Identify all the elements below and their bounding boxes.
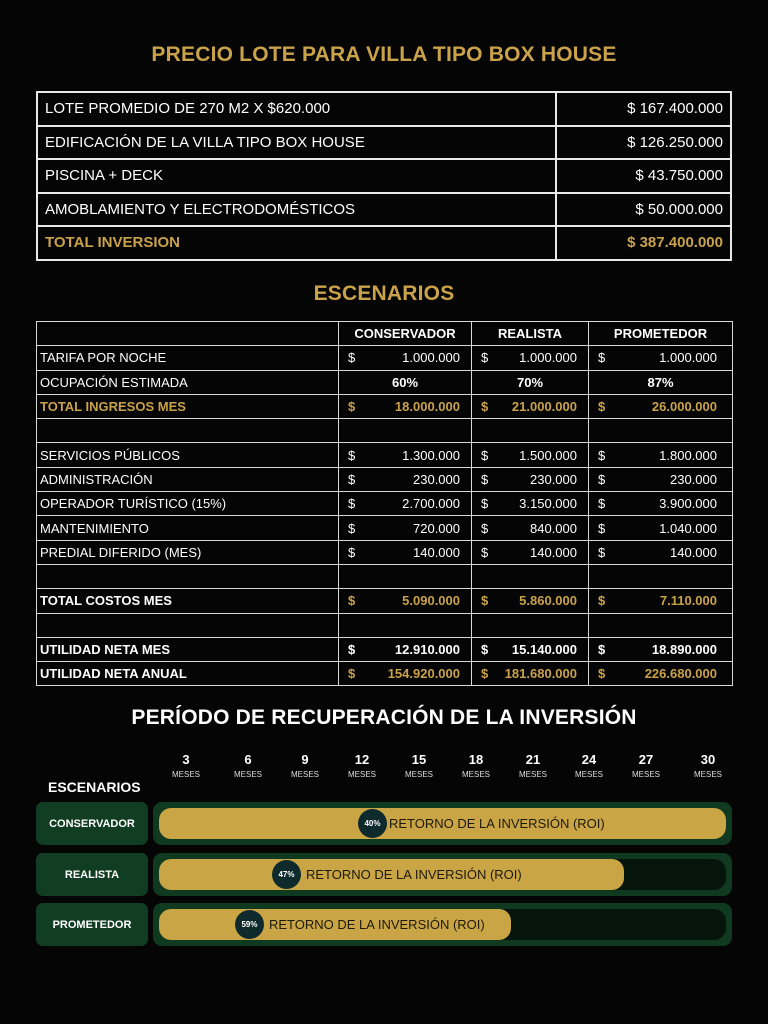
tick-number: 27 xyxy=(638,752,654,767)
tick-unit: MESES xyxy=(233,770,262,779)
timeline-tick xyxy=(683,752,733,779)
row-label: AMOBLAMIENTO Y ELECTRODOMÉSTICOS xyxy=(37,193,556,227)
table-row xyxy=(37,346,733,370)
row-label: LOTE PROMEDIO DE 270 M2 X $620.000 xyxy=(37,92,556,126)
currency-symbol: $ xyxy=(598,544,606,560)
table-row xyxy=(37,126,731,160)
currency-symbol: $ xyxy=(598,520,606,536)
amount: 1.800.000 xyxy=(659,447,717,463)
amount: 230.000 xyxy=(670,471,717,487)
roi-percent-badge: 59% xyxy=(235,910,264,939)
tick-unit: MESES xyxy=(631,770,660,779)
value-cell: 60% xyxy=(339,370,472,394)
amount: 840.000 xyxy=(530,520,577,536)
currency-value xyxy=(475,472,585,487)
value-cell: 70% xyxy=(472,370,589,394)
currency-value xyxy=(342,496,468,511)
currency-value xyxy=(475,666,585,681)
row-label: UTILIDAD NETA ANUAL xyxy=(37,662,339,686)
currency-symbol: $ xyxy=(348,350,356,366)
table-row xyxy=(37,589,733,613)
value-cell xyxy=(339,467,472,491)
tick-number: 21 xyxy=(525,752,541,767)
value-cell xyxy=(339,394,472,418)
row-value: $ 126.250.000 xyxy=(556,126,731,160)
scenario-label-conservador: CONSERVADOR xyxy=(36,802,148,845)
header-realista: REALISTA xyxy=(472,322,589,346)
scenarios-table xyxy=(36,321,733,686)
currency-value xyxy=(342,350,468,365)
currency-value xyxy=(592,666,729,681)
row-label: TOTAL COSTOS MES xyxy=(37,589,339,613)
currency-value xyxy=(342,642,468,657)
currency-symbol: $ xyxy=(481,666,489,682)
table-row xyxy=(37,492,733,516)
amount: 3.900.000 xyxy=(659,496,717,512)
row-label: EDIFICACIÓN DE LA VILLA TIPO BOX HOUSE xyxy=(37,126,556,160)
tick-number: 9 xyxy=(301,752,309,767)
currency-symbol: $ xyxy=(598,642,606,657)
empty-cell xyxy=(339,419,472,443)
roi-label: RETORNO DE LA INVERSIÓN (ROI) xyxy=(269,917,485,932)
currency-value xyxy=(475,350,585,365)
value-cell xyxy=(589,394,733,418)
amount: 181.680.000 xyxy=(504,666,577,682)
currency-symbol: $ xyxy=(598,350,606,366)
amount: 230.000 xyxy=(413,471,460,487)
amount: 140.000 xyxy=(530,544,577,560)
tick-unit: MESES xyxy=(574,770,603,779)
value-cell xyxy=(472,540,589,564)
total-row xyxy=(37,226,731,260)
timeline-tick xyxy=(394,752,444,779)
value-cell xyxy=(589,637,733,661)
currency-value xyxy=(592,399,729,414)
value-cell xyxy=(589,346,733,370)
currency-value xyxy=(592,642,729,657)
value-cell: 87% xyxy=(589,370,733,394)
amount: 3.150.000 xyxy=(519,496,577,512)
value-cell xyxy=(589,467,733,491)
currency-value xyxy=(342,545,468,560)
empty-cell xyxy=(589,419,733,443)
value-cell xyxy=(472,346,589,370)
amount: 18.000.000 xyxy=(394,399,460,415)
tick-unit: MESES xyxy=(404,770,433,779)
amount: 7.110.000 xyxy=(659,593,717,609)
roi-percent-badge: 47% xyxy=(272,860,301,889)
blank-row xyxy=(37,613,733,637)
section-title-recuperacion: PERÍODO DE RECUPERACIÓN DE LA INVERSIÓN xyxy=(131,706,637,729)
amount: 154.920.000 xyxy=(387,666,460,682)
table-row xyxy=(37,394,733,418)
row-label: PISCINA + DECK xyxy=(37,159,556,193)
row-label: TOTAL INGRESOS MES xyxy=(37,394,339,418)
amount: 1.300.000 xyxy=(402,447,460,463)
currency-value xyxy=(475,496,585,511)
tick-number: 12 xyxy=(354,752,370,767)
row-label: MANTENIMIENTO xyxy=(37,516,339,540)
blank-row xyxy=(37,564,733,588)
value-cell xyxy=(339,492,472,516)
value-cell xyxy=(339,346,472,370)
table-row xyxy=(37,193,731,227)
row-label: OPERADOR TURÍSTICO (15%) xyxy=(37,492,339,516)
amount: 140.000 xyxy=(413,544,460,560)
timeline-tick xyxy=(564,752,614,779)
amount: 1.000.000 xyxy=(659,350,717,366)
timeline-tick xyxy=(508,752,558,779)
page-title: PRECIO LOTE PARA VILLA TIPO BOX HOUSE xyxy=(151,43,617,66)
currency-value xyxy=(475,593,585,608)
currency-symbol: $ xyxy=(348,399,356,415)
value-cell xyxy=(339,637,472,661)
row-label: ADMINISTRACIÓN xyxy=(37,467,339,491)
row-label: TARIFA POR NOCHE xyxy=(37,346,339,370)
currency-value xyxy=(592,472,729,487)
currency-symbol: $ xyxy=(481,544,489,560)
timeline-tick xyxy=(161,752,211,779)
amount: 226.680.000 xyxy=(644,666,717,682)
table-row xyxy=(37,443,733,467)
currency-symbol: $ xyxy=(598,496,606,512)
currency-symbol: $ xyxy=(481,350,489,366)
timeline-tick xyxy=(223,752,273,779)
value-cell xyxy=(472,516,589,540)
empty-cell xyxy=(37,419,339,443)
tick-number: 15 xyxy=(411,752,427,767)
roi-track xyxy=(153,802,732,845)
timeline-tick xyxy=(621,752,671,779)
currency-value xyxy=(475,545,585,560)
value-cell xyxy=(339,516,472,540)
value-cell xyxy=(589,540,733,564)
amount: 1.000.000 xyxy=(402,350,460,366)
tick-unit: MESES xyxy=(171,770,200,779)
currency-symbol: $ xyxy=(348,496,356,512)
value-cell xyxy=(339,443,472,467)
timeline-tick xyxy=(451,752,501,779)
tick-number: 6 xyxy=(244,752,252,767)
table-row xyxy=(37,516,733,540)
roi-track xyxy=(153,903,732,946)
currency-symbol: $ xyxy=(348,447,356,463)
value-cell xyxy=(472,394,589,418)
currency-value xyxy=(592,593,729,608)
currency-symbol: $ xyxy=(481,642,489,657)
timeline-tick xyxy=(280,752,330,779)
empty-cell xyxy=(37,564,339,588)
currency-symbol: $ xyxy=(348,593,356,609)
currency-symbol: $ xyxy=(481,520,489,536)
tick-unit: MESES xyxy=(693,770,722,779)
currency-symbol: $ xyxy=(598,471,606,487)
row-label: SERVICIOS PÚBLICOS xyxy=(37,443,339,467)
amount: 1.000.000 xyxy=(519,350,577,366)
amount: 720.000 xyxy=(413,520,460,536)
header-empty xyxy=(37,322,339,346)
currency-symbol: $ xyxy=(598,593,606,609)
amount: 1.500.000 xyxy=(519,447,577,463)
currency-value xyxy=(592,545,729,560)
row-value: $ 167.400.000 xyxy=(556,92,731,126)
currency-symbol: $ xyxy=(348,544,356,560)
empty-cell xyxy=(472,419,589,443)
empty-cell xyxy=(589,564,733,588)
currency-value xyxy=(342,521,468,536)
currency-value xyxy=(475,521,585,536)
currency-value xyxy=(342,472,468,487)
empty-cell xyxy=(472,564,589,588)
value-cell xyxy=(589,516,733,540)
currency-symbol: $ xyxy=(348,471,356,487)
tick-number: 30 xyxy=(700,752,716,767)
empty-cell xyxy=(37,613,339,637)
row-label: UTILIDAD NETA MES xyxy=(37,637,339,661)
currency-symbol: $ xyxy=(481,447,489,463)
tick-number: 18 xyxy=(468,752,484,767)
empty-cell xyxy=(472,613,589,637)
currency-value xyxy=(592,350,729,365)
value-cell xyxy=(339,540,472,564)
currency-symbol: $ xyxy=(598,399,606,415)
value-cell xyxy=(472,637,589,661)
empty-cell xyxy=(339,613,472,637)
value-cell xyxy=(339,589,472,613)
table-row xyxy=(37,370,733,394)
scenario-label-realista: REALISTA xyxy=(36,853,148,896)
value-cell xyxy=(472,492,589,516)
table-row xyxy=(37,92,731,126)
escenarios-label: ESCENARIOS xyxy=(48,779,141,795)
value-cell xyxy=(472,662,589,686)
roi-label: RETORNO DE LA INVERSIÓN (ROI) xyxy=(306,867,522,882)
tick-number: 3 xyxy=(182,752,190,767)
header-row xyxy=(37,322,733,346)
currency-value xyxy=(342,448,468,463)
row-label: OCUPACIÓN ESTIMADA xyxy=(37,370,339,394)
amount: 26.000.000 xyxy=(651,399,717,415)
currency-symbol: $ xyxy=(348,520,356,536)
table-row xyxy=(37,540,733,564)
currency-symbol: $ xyxy=(348,642,356,657)
timeline-tick xyxy=(337,752,387,779)
table-row xyxy=(37,637,733,661)
currency-value xyxy=(475,399,585,414)
currency-symbol: $ xyxy=(598,447,606,463)
tick-unit: MESES xyxy=(518,770,547,779)
value-cell xyxy=(339,662,472,686)
currency-symbol: $ xyxy=(481,496,489,512)
amount: 230.000 xyxy=(530,471,577,487)
table-row xyxy=(37,467,733,491)
roi-track xyxy=(153,853,732,896)
amount: 5.860.000 xyxy=(519,593,577,609)
table-row xyxy=(37,159,731,193)
empty-cell xyxy=(339,564,472,588)
tick-unit: MESES xyxy=(461,770,490,779)
row-label: PREDIAL DIFERIDO (MES) xyxy=(37,540,339,564)
value-cell xyxy=(472,443,589,467)
currency-value xyxy=(475,448,585,463)
amount: 5.090.000 xyxy=(402,593,460,609)
scenario-label-prometedor: PROMETEDOR xyxy=(36,903,148,946)
value-cell xyxy=(589,492,733,516)
value-cell xyxy=(589,662,733,686)
currency-symbol: $ xyxy=(348,666,356,682)
total-value: $ 387.400.000 xyxy=(556,226,731,260)
amount: 21.000.000 xyxy=(511,399,577,415)
currency-value xyxy=(342,593,468,608)
price-table xyxy=(36,91,732,261)
currency-value xyxy=(592,448,729,463)
currency-symbol: $ xyxy=(598,666,606,682)
currency-symbol: $ xyxy=(481,399,489,415)
roi-percent-badge: 40% xyxy=(358,809,387,838)
tick-unit: MESES xyxy=(347,770,376,779)
total-label: TOTAL INVERSION xyxy=(37,226,556,260)
value-cell xyxy=(589,589,733,613)
tick-number: 24 xyxy=(581,752,597,767)
amount: 18.890.000 xyxy=(651,642,717,657)
tick-unit: MESES xyxy=(290,770,319,779)
header-conservador: CONSERVADOR xyxy=(339,322,472,346)
currency-value xyxy=(342,666,468,681)
value-cell xyxy=(472,467,589,491)
currency-value xyxy=(592,496,729,511)
row-value: $ 50.000.000 xyxy=(556,193,731,227)
value-cell xyxy=(589,443,733,467)
value-cell xyxy=(472,589,589,613)
section-title-escenarios: ESCENARIOS xyxy=(313,282,455,305)
table-row xyxy=(37,662,733,686)
empty-cell xyxy=(589,613,733,637)
row-value: $ 43.750.000 xyxy=(556,159,731,193)
amount: 2.700.000 xyxy=(402,496,460,512)
header-prometedor: PROMETEDOR xyxy=(589,322,733,346)
currency-symbol: $ xyxy=(481,471,489,487)
amount: 12.910.000 xyxy=(394,642,460,657)
currency-value xyxy=(592,521,729,536)
roi-label: RETORNO DE LA INVERSIÓN (ROI) xyxy=(389,816,605,831)
amount: 140.000 xyxy=(670,544,717,560)
currency-value xyxy=(475,642,585,657)
currency-value xyxy=(342,399,468,414)
amount: 1.040.000 xyxy=(659,520,717,536)
amount: 15.140.000 xyxy=(511,642,577,657)
blank-row xyxy=(37,419,733,443)
currency-symbol: $ xyxy=(481,593,489,609)
